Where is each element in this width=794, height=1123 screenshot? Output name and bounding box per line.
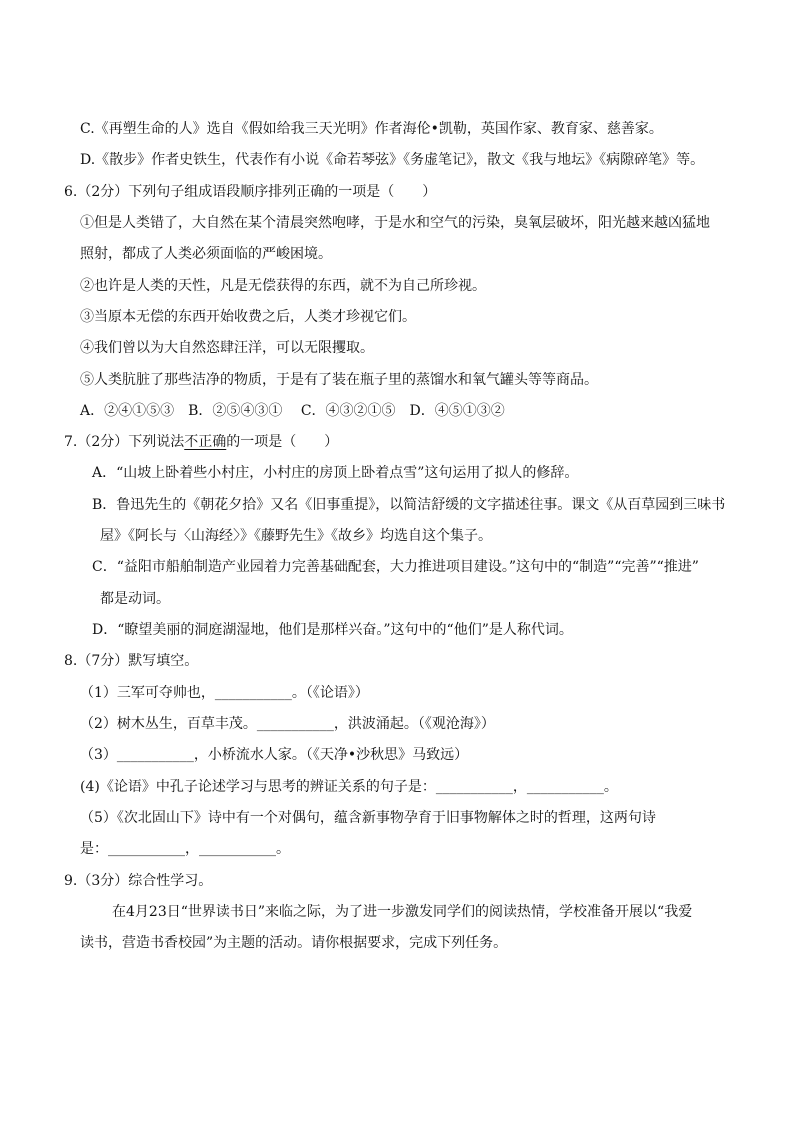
q8-stem: 8.（7分）默写填空。 bbox=[64, 653, 199, 669]
q7-stem-prefix: 7.（2分）下列说法 bbox=[64, 434, 185, 450]
q9-paragraph-line-1: 在4月23日“世界读书日”来临之际，为了进一步激发同学们的阅读热情，学校准备开展以“我爱 bbox=[112, 904, 693, 920]
q8-item-4: (4)《论语》中孔子论述学习与思考的辨证关系的句子是：___________，___________。 bbox=[80, 779, 618, 795]
q5-option-d: D.《散步》作者史铁生，代表作有小说《命若琴弦》《务虚笔记》，散文《我与地坛》《病隙碎笔》等。 bbox=[80, 152, 705, 168]
q7-option-c-line-1: C．“益阳市船舶制造产业园着力完善基础配套，大力推进项目建设。”这句中的“制造”“完善”“推进” bbox=[92, 559, 699, 575]
q7-option-d: D．“瞭望美丽的洞庭湖湿地，他们是那样兴奋。”这句中的“他们”是人称代词。 bbox=[92, 622, 573, 638]
q6-sentence-3: ③当原本无偿的东西开始收费之后，人类才珍视它们。 bbox=[80, 309, 416, 325]
q6-sentence-1-line-2: 照射，都成了人类必须面临的严峻困境。 bbox=[80, 246, 332, 262]
q5-option-c: C.《再塑生命的人》选自《假如给我三天光明》作者海伦•凯勒，英国作家、教育家、慈善家。 bbox=[80, 121, 663, 137]
q6-stem: 6.（2分）下列句子组成语段顺序排列正确的一项是（ ） bbox=[64, 184, 437, 200]
q6-sentence-2: ②也许是人类的天性，凡是无偿获得的东西，就不为自己所珍视。 bbox=[80, 278, 486, 294]
q7-option-b-line-1: B．鲁迅先生的《朝花夕拾》又名《旧事重提》，以简洁舒缓的文字描述往事。课文《从百草园到三味书 bbox=[92, 497, 726, 513]
q7-option-a: A．“山坡上卧着些小村庄，小村庄的房顶上卧着点雪”这句运用了拟人的修辞。 bbox=[92, 465, 579, 481]
q6-sentence-1-line-1: ①但是人类错了，大自然在某个清晨突然咆哮，于是水和空气的污染，臭氧层破坏，阳光越来越凶猛地 bbox=[80, 215, 710, 231]
q8-item-5-line-2: 是：___________，___________。 bbox=[80, 841, 290, 857]
q7-option-c-line-2: 都是动词。 bbox=[100, 591, 170, 607]
q7-option-b-line-2: 屋》《阿长与〈山海经〉》《藤野先生》《故乡》均选自这个集子。 bbox=[100, 528, 492, 544]
q8-item-5-line-1: （5）《次北固山下》诗中有一个对偶句，蕴含新事物孕育于旧事物解体之时的哲理，这两句诗 bbox=[80, 810, 656, 826]
q7-stem-underlined: 不正确 bbox=[184, 434, 227, 450]
q6-sentence-4: ④我们曾以为大自然恣肆汪洋，可以无限攫取。 bbox=[80, 340, 374, 356]
q8-item-2: （2）树木丛生，百草丰茂。___________，洪波涌起。（《观沧海》） bbox=[80, 716, 495, 732]
q9-stem: 9.（3分）综合性学习。 bbox=[64, 873, 213, 889]
q7-stem-suffix: 的一项是（ ） bbox=[226, 434, 339, 450]
q6-options: A．②④①⑤③ B．②⑤④③① C．④③②①⑤ D．④⑤①③② bbox=[80, 403, 505, 419]
q8-item-3: （3）___________，小桥流水人家。（《天净•沙秋思》马致远） bbox=[80, 747, 469, 763]
q7-stem bbox=[64, 432, 338, 452]
q9-paragraph-line-2: 读书，营造书香校园”为主题的活动。请你根据要求，完成下列任务。 bbox=[80, 935, 508, 951]
q6-sentence-5: ⑤人类肮脏了那些洁净的物质，于是有了装在瓶子里的蒸馏水和氧气罐头等等商品。 bbox=[80, 372, 598, 388]
q8-item-1: （1）三军可夺帅也，___________。（《论语》） bbox=[80, 685, 369, 701]
